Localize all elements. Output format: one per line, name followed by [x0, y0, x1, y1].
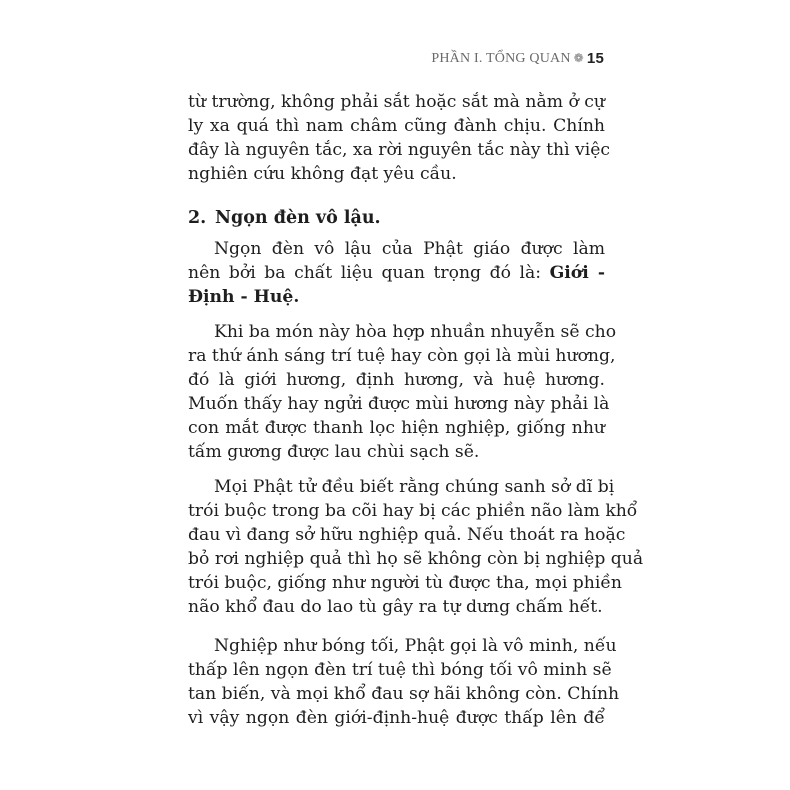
- running-title: PHẦN I. TỔNG QUAN: [431, 50, 571, 66]
- text-span: nên bởi ba chất liệu quan trọng đó là:: [188, 263, 542, 283]
- text-line: đó là giới hương, định hương, và huệ hương.: [188, 370, 605, 390]
- text-line: tấm gương được lau chùi sạch sẽ.: [188, 442, 480, 462]
- text-line: thấp lên ngọn đèn trí tuệ thì bóng tối vô minh sẽ: [188, 660, 612, 680]
- text-line: trói buộc trong ba cõi hay bị các phiền não làm khổ: [188, 501, 638, 521]
- bold-term: Định - Huệ.: [188, 287, 300, 307]
- ornament-icon: ❁: [573, 51, 584, 65]
- text-line: não khổ đau do lao tù gây ra tự dưng chấm hết.: [188, 597, 603, 617]
- running-header: [431, 50, 604, 67]
- section-number: 2.: [188, 208, 207, 228]
- text-line: từ trường, không phải sắt hoặc sắt mà nằm ở cự: [188, 92, 605, 112]
- text-line: Nghiệp như bóng tối, Phật gọi là vô minh, nếu: [214, 636, 617, 656]
- page-number: 15: [586, 50, 604, 67]
- text-line: Muốn thấy hay ngửi được mùi hương này phải là: [188, 394, 610, 414]
- text-line: [188, 261, 605, 285]
- text-line: Mọi Phật tử đều biết rằng chúng sanh sở dĩ bị: [214, 477, 615, 497]
- text-line: vì vậy ngọn đèn giới-định-huệ được thấp lên để: [188, 708, 605, 728]
- text-line: tan biến, và mọi khổ đau sợ hãi không còn. Chính: [188, 684, 620, 704]
- text-line: đau vì đang sở hữu nghiệp quả. Nếu thoát ra hoặc: [188, 525, 626, 545]
- text-line: đây là nguyên tắc, xa rời nguyên tắc này thì việc: [188, 140, 611, 160]
- text-line: bỏ rơi nghiệp quả thì họ sẽ không còn bị nghiệp quả: [188, 549, 644, 569]
- section-heading: [188, 206, 605, 230]
- text-line: Ngọn đèn vô lậu của Phật giáo được làm: [214, 239, 605, 259]
- bold-term: Giới -: [549, 263, 605, 283]
- text-line: ly xa quá thì nam châm cũng đành chịu. Chính: [188, 116, 605, 136]
- text-line: Khi ba món này hòa hợp nhuần nhuyễn sẽ cho: [214, 322, 617, 342]
- text-line: nghiên cứu không đạt yêu cầu.: [188, 164, 457, 184]
- section-title: Ngọn đèn vô lậu.: [215, 208, 381, 228]
- text-line: ra thứ ánh sáng trí tuệ hay còn gọi là mùi hương,: [188, 346, 616, 366]
- text-line: con mắt được thanh lọc hiện nghiệp, giống như: [188, 418, 605, 438]
- text-line: trói buộc, giống như người tù được tha, mọi phiền: [188, 573, 622, 593]
